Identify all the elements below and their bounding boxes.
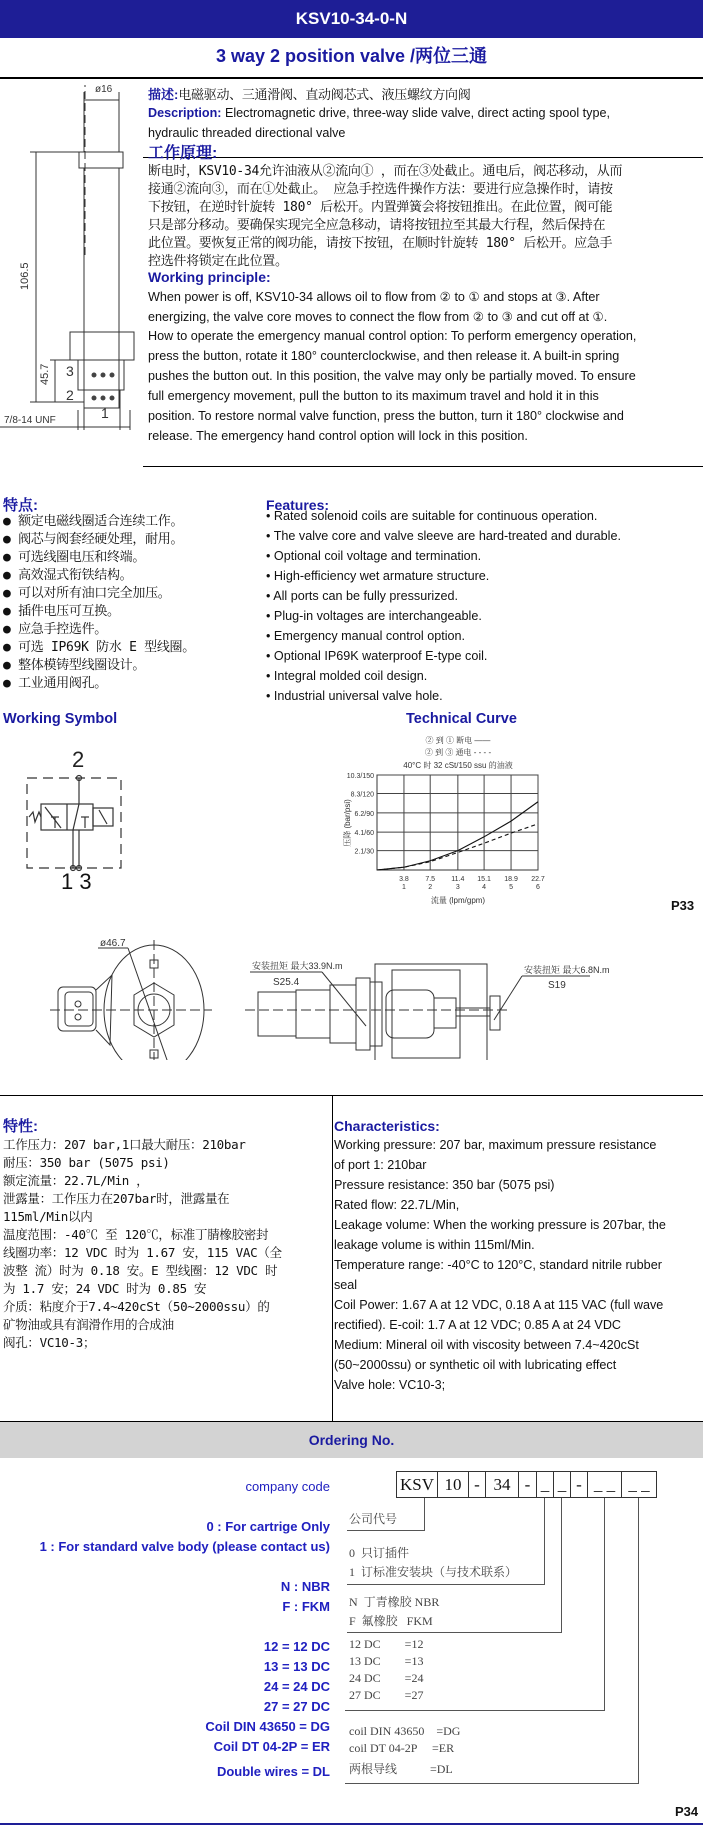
bracket-line — [424, 1498, 425, 1530]
dim-port-length: 45.7 — [39, 363, 51, 385]
characteristic-line-cn: 矿物油或具有润滑作用的合成油 — [3, 1317, 174, 1332]
x-tick-label-gpm: 4 — [482, 884, 487, 891]
working-symbol-heading: Working Symbol — [3, 711, 118, 727]
characteristic-line-cn: 为 1.7 安；24 VDC 时为 0.85 安 — [3, 1281, 207, 1296]
description-label-cn: 描述: — [148, 87, 179, 102]
bullet-icon: • — [266, 649, 271, 663]
order-option-note: coil DT 04-2P =ER — [349, 1741, 455, 1755]
feature-item-en — [266, 569, 489, 583]
divider — [0, 1095, 703, 1096]
order-code-cell: - — [570, 1471, 588, 1498]
characteristics-heading-cn: 特性: — [3, 1118, 38, 1135]
bracket-line — [544, 1498, 545, 1584]
characteristic-line-en: Medium: Mineral oil with viscosity between 7.4~420cSt — [334, 1338, 639, 1352]
feature-item-en — [266, 589, 458, 603]
feature-text: 可选线圈电压和终端。 — [18, 550, 146, 565]
port-2-label: 2 — [72, 747, 85, 772]
feature-text: 整体模铸型线圈设计。 — [18, 658, 146, 673]
feature-text: The valve core and valve sleeve are hard-treated and durable. — [273, 529, 621, 543]
principle-line-en: When power is off, KSV10-34 allows oil to flow from ② to ① and stops at ③. After — [148, 290, 600, 304]
ordering-heading: Ordering No. — [308, 1432, 395, 1448]
characteristic-line-en: Valve hole: VC10-3; — [334, 1378, 446, 1392]
order-code-cell: _ — [536, 1471, 554, 1498]
order-code-cell: _ — [553, 1471, 571, 1498]
bullet-icon: • — [266, 629, 271, 643]
x-tick-label: 22.7 — [531, 876, 545, 883]
cartridge-torque-label: 安装扭矩 最大33.9N.m — [252, 961, 343, 971]
characteristic-line-cn: 115ml/Min以内 — [3, 1209, 93, 1224]
characteristic-line-en: Pressure resistance: 350 bar (5075 psi) — [334, 1178, 555, 1192]
order-option-label: 12 = 12 DC — [263, 1639, 330, 1654]
order-code-cell: - — [468, 1471, 486, 1498]
order-option-note: 27 DC =27 — [349, 1688, 424, 1702]
feature-item-cn — [3, 672, 107, 691]
bullet-icon: • — [266, 669, 271, 683]
characteristic-line-cn: 线圈功率：12 VDC 时为 1.67 安，115 VAC（全 — [3, 1245, 282, 1260]
y-tick-label: 10.3/150 — [346, 773, 374, 780]
order-option-label: 13 = 13 DC — [263, 1659, 330, 1674]
bullet-icon: ● — [3, 532, 11, 547]
description-text-en: Electromagnetic drive, three-way slide valve, direct acting spool type, — [221, 106, 610, 120]
y-tick-label: 6.2/90 — [354, 810, 374, 818]
legend-entry-solid: ② 到 ① 断电 —— — [425, 736, 491, 745]
bullet-icon: ● — [3, 586, 11, 601]
principle-line-en: release. The emergency hand control option will lock in this position. — [148, 429, 528, 443]
bullet-icon: ● — [3, 676, 11, 691]
legend-entry-dashed: ② 到 ③ 通电 - - - - — [424, 748, 492, 757]
feature-item-en — [266, 509, 597, 523]
characteristic-line-cn: 额定流量：22.7L/Min ， — [3, 1173, 149, 1188]
bullet-icon: • — [266, 589, 271, 603]
x-tick-label: 7.5 — [425, 876, 436, 883]
nut-wrench-label: S19 — [548, 980, 566, 991]
feature-text: High-efficiency wet armature structure. — [273, 569, 490, 583]
feature-text: Plug-in voltages are interchangeable. — [273, 609, 482, 623]
feature-item-cn — [3, 582, 170, 601]
order-option-note: 1 订标准安装块（与技术联系） — [349, 1565, 518, 1579]
port-3-label: 3 — [66, 363, 74, 379]
features-heading-cn: 特点: — [3, 497, 38, 514]
product-title: KSV10-34-0-N — [0, 0, 703, 38]
feature-item-en — [266, 669, 427, 683]
principle-heading-en: Working principle: — [148, 269, 271, 285]
page-number-p34: P34 — [675, 1804, 699, 1819]
order-option-label: F : FKM — [282, 1599, 330, 1614]
technical-curve-chart — [330, 733, 550, 908]
feature-item-cn — [3, 636, 195, 655]
characteristic-line-cn: 阀孔：VC10-3； — [3, 1335, 96, 1350]
chart-title: 40°C 时 32 cSt/150 ssu 的油液 — [403, 761, 513, 770]
feature-text: Integral molded coil design. — [273, 669, 428, 683]
order-option-label: 24 = 24 DC — [263, 1679, 330, 1694]
characteristic-line-cn: 波整 流）时为 0.18 安。E 型线圈：12 VDC 时 — [3, 1263, 278, 1278]
principle-line-cn: 只是部分移动。要确保实现完全应急移动，请将按钮拉至其最大行程，然后保持在 — [148, 218, 606, 233]
order-code-cell: 34 — [485, 1471, 519, 1498]
feature-item-cn — [3, 564, 132, 583]
x-tick-label: 15.1 — [477, 876, 491, 883]
ordering-band — [0, 1421, 703, 1458]
bullet-icon: ● — [3, 604, 11, 619]
feature-item-cn — [3, 510, 183, 529]
feature-text: 阀芯与阀套经硬处理，耐用。 — [18, 532, 184, 547]
order-code-cell: KSV — [396, 1471, 438, 1498]
order-option-label: Coil DIN 43650 = DG — [205, 1719, 330, 1734]
nut-torque-label: 安装扭矩 最大6.8N.m — [524, 965, 610, 975]
principle-line-cn: 此位置。要恢复正常的阀功能，请按下按钮，在顺时针旋转 180° 后松开。应急手 — [148, 236, 613, 251]
order-option-label: 27 = 27 DC — [263, 1699, 330, 1714]
bracket-line — [347, 1530, 425, 1531]
order-option-label: company code — [245, 1479, 330, 1494]
characteristic-line-en: of port 1: 210bar — [334, 1158, 427, 1172]
feature-text: Industrial universal valve hole. — [273, 689, 443, 703]
characteristic-line-en: Leakage volume: When the working pressure is 207bar, the — [334, 1218, 666, 1232]
characteristic-line-en: Coil Power: 1.67 A at 12 VDC, 0.18 A at 115 VAC (full wave — [334, 1298, 664, 1312]
x-tick-label-gpm: 5 — [509, 884, 514, 891]
divider — [0, 77, 703, 79]
thread-label: 7/8-14 UNF — [4, 415, 56, 426]
principle-line-cn: 下按钮，在逆时针旋转 180° 后松开。内置弹簧会将按钮推出。在此位置，阀可能 — [148, 200, 613, 215]
feature-text: Emergency manual control option. — [273, 629, 466, 643]
feature-text: Rated solenoid coils are suitable for continuous operation. — [273, 509, 598, 523]
principle-line-en: energizing, the valve core moves to connect the flow from ② to ③ and cut off at ①. — [148, 310, 608, 324]
order-option-label: N : NBR — [280, 1579, 330, 1594]
order-option-note: 两根导线 =DL — [349, 1762, 453, 1776]
bullet-icon: • — [266, 609, 271, 623]
coil-diameter-label: ø46.7 — [100, 938, 126, 949]
feature-item-cn — [3, 528, 183, 547]
feature-item-en — [266, 549, 481, 563]
x-tick-label: 18.9 — [504, 876, 518, 883]
feature-item-cn — [3, 546, 145, 565]
order-option-note: N 丁青橡胶 NBR — [349, 1595, 440, 1609]
characteristic-line-en: Rated flow: 22.7L/Min, — [334, 1198, 460, 1212]
feature-item-en — [266, 689, 443, 703]
x-tick-label-gpm: 1 — [401, 884, 406, 891]
characteristic-line-en: rectified). E-coil: 1.7 A at 12 VDC; 0.85 A at 24 VDC — [334, 1318, 622, 1332]
order-option-note: 0 只订插件 — [349, 1546, 410, 1560]
x-axis-label: 流量 (lpm/gpm) — [430, 896, 486, 905]
characteristic-line-cn: 耐压：350 bar (5075 psi) — [3, 1155, 170, 1170]
feature-item-cn — [3, 618, 107, 637]
feature-text: 可选 IP69K 防水 E 型线圈。 — [18, 640, 195, 655]
feature-item-cn — [3, 600, 120, 619]
bullet-icon: • — [266, 549, 271, 563]
product-subtitle: 3 way 2 position valve /两位三通 — [215, 46, 488, 66]
bullet-icon: • — [266, 569, 271, 583]
bracket-line — [345, 1710, 605, 1711]
characteristic-line-cn: 工作压力：207 bar,1口最大耐压：210bar — [3, 1137, 246, 1152]
principle-heading-cn: 工作原理: — [148, 145, 218, 162]
divider — [143, 466, 703, 467]
features-heading-en: Features: — [266, 497, 330, 513]
bracket-line — [347, 1584, 545, 1585]
page-number-p33: P33 — [671, 898, 695, 913]
dimension-drawing — [0, 920, 703, 1060]
y-tick-label: 2.1/30 — [354, 848, 374, 856]
port-2-label: 2 — [66, 387, 74, 403]
dim-diameter: ø16 — [95, 84, 113, 95]
cartridge-wrench-label: S25.4 — [273, 977, 300, 988]
order-option-note: 24 DC =24 — [349, 1671, 424, 1685]
characteristic-line-en: leakage volume is within 115ml/Min. — [334, 1238, 535, 1252]
bracket-line — [345, 1783, 639, 1784]
column-divider — [332, 1095, 333, 1422]
port-1-label: 1 — [101, 405, 109, 421]
feature-text: 可以对所有油口完全加压。 — [18, 586, 171, 601]
order-option-label: 1 : For standard valve body (please contact us) — [39, 1539, 330, 1554]
order-option-note: 13 DC =13 — [349, 1654, 424, 1668]
principle-line-en: pushes the button out. In this position, the valve may only be partially moved. To ensure — [148, 369, 636, 383]
order-code-cell: - — [518, 1471, 537, 1498]
bracket-line — [638, 1498, 639, 1783]
characteristic-line-en: seal — [334, 1278, 358, 1292]
order-code-cell: _ _ — [587, 1471, 622, 1498]
principle-line-cn: 接通②流向③，而在①处截止。 应急手控选件操作方法：要进行应急操作时，请按 — [148, 182, 613, 197]
characteristic-line-cn: 泄露量：工作压力在207bar时，泄露量在 — [3, 1191, 230, 1206]
dim-length: 106.5 — [19, 262, 31, 290]
characteristic-line-en: (50~2000ssu) or synthetic oil with lubricating effect — [334, 1358, 617, 1372]
order-option-note: 12 DC =12 — [349, 1637, 424, 1651]
description-label-en: Description: — [148, 106, 222, 120]
bullet-icon: ● — [3, 658, 11, 673]
y-tick-label: 8.3/120 — [350, 791, 374, 799]
characteristic-line-en: Temperature range: -40°C to 120°C, standard nitrile rubber — [334, 1258, 662, 1272]
feature-item-en — [266, 529, 621, 543]
principle-line-en: position. To restore normal valve function, press the button, turn it 180° clockwise and — [148, 409, 624, 423]
x-tick-label: 3.8 — [399, 876, 409, 883]
divider — [143, 157, 703, 158]
x-tick-label-gpm: 6 — [536, 884, 540, 891]
order-option-label: 0 : For cartrige Only — [206, 1519, 330, 1534]
principle-line-en: full emergency movement, pull the button to its maximum travel and hold it in this — [148, 389, 599, 403]
y-tick-label: 4.1/60 — [354, 830, 374, 838]
technical-curve-heading: Technical Curve — [406, 711, 517, 727]
feature-item-cn — [3, 654, 145, 673]
order-option-label: Double wires = DL — [216, 1764, 330, 1779]
principle-line-en: press the button, rotate it 180° counterclockwise, and then release it. A built-in spring — [148, 349, 620, 363]
principle-line-cn: 控选件将锁定在此位置。 — [148, 254, 288, 269]
bullet-icon: ● — [3, 514, 11, 529]
bullet-icon: ● — [3, 568, 11, 583]
characteristic-line-cn: 介质：粘度介于7.4~420cSt（50~2000ssu）的 — [3, 1299, 270, 1314]
bracket-line — [347, 1632, 562, 1633]
feature-text: 应急手控选件。 — [18, 622, 107, 637]
characteristic-line-cn: 温度范围：-40℃ 至 120℃，标准丁腈橡胶密封 — [3, 1227, 269, 1242]
bracket-line — [604, 1498, 605, 1710]
feature-item-en — [266, 609, 482, 623]
feature-text: 工业通用阀孔。 — [18, 676, 107, 691]
valve-outline-drawing — [0, 80, 142, 430]
description-text-en-2: hydraulic threaded directional valve — [148, 126, 346, 140]
feature-text: Optional coil voltage and termination. — [273, 549, 482, 563]
principle-line-cn: 断电时，KSV10-34允许油液从②流向① ，而在③处截止。通电后，阀芯移动，从而 — [148, 164, 623, 179]
characteristics-heading-en: Characteristics: — [334, 1118, 440, 1134]
feature-text: 额定电磁线圈适合连续工作。 — [18, 514, 184, 529]
bullet-icon: ● — [3, 550, 11, 565]
y-axis-label: 压降 (bar/psi) — [343, 799, 352, 847]
x-tick-label-gpm: 3 — [455, 884, 460, 891]
order-option-label: Coil DT 04-2P = ER — [213, 1739, 330, 1754]
x-tick-label: 11.4 — [451, 876, 465, 883]
order-code-cell: 10 — [437, 1471, 469, 1498]
principle-line-en: How to operate the emergency manual control option: To perform emergency operation, — [148, 329, 637, 343]
bullet-icon: • — [266, 689, 271, 703]
bullet-icon: ● — [3, 622, 11, 637]
working-symbol — [15, 742, 130, 872]
feature-item-en — [266, 649, 487, 663]
description-text-cn: 电磁驱动、三通滑阀、直动阀芯式、液压螺纹方向阀 — [178, 88, 471, 103]
order-code-cell: _ _ — [621, 1471, 657, 1498]
bullet-icon: ● — [3, 640, 11, 655]
bullet-icon: • — [266, 509, 271, 523]
characteristic-line-en: Working pressure: 207 bar, maximum pressure resistance — [334, 1138, 657, 1152]
feature-item-en — [266, 629, 465, 643]
bullet-icon: • — [266, 529, 271, 543]
order-option-note: coil DIN 43650 =DG — [349, 1724, 461, 1738]
order-option-note: F 氟橡胶 FKM — [349, 1614, 433, 1628]
feature-text: All ports can be fully pressurized. — [273, 589, 459, 603]
port-1-3-label: 1 3 — [61, 869, 92, 894]
bracket-line — [561, 1498, 562, 1632]
x-tick-label-gpm: 2 — [428, 884, 433, 891]
feature-text: Optional IP69K waterproof E-type coil. — [273, 649, 488, 663]
feature-text: 高效湿式衔铁结构。 — [18, 568, 133, 583]
order-option-note: 公司代号 — [349, 1512, 398, 1526]
feature-text: 插件电压可互换。 — [18, 604, 120, 619]
